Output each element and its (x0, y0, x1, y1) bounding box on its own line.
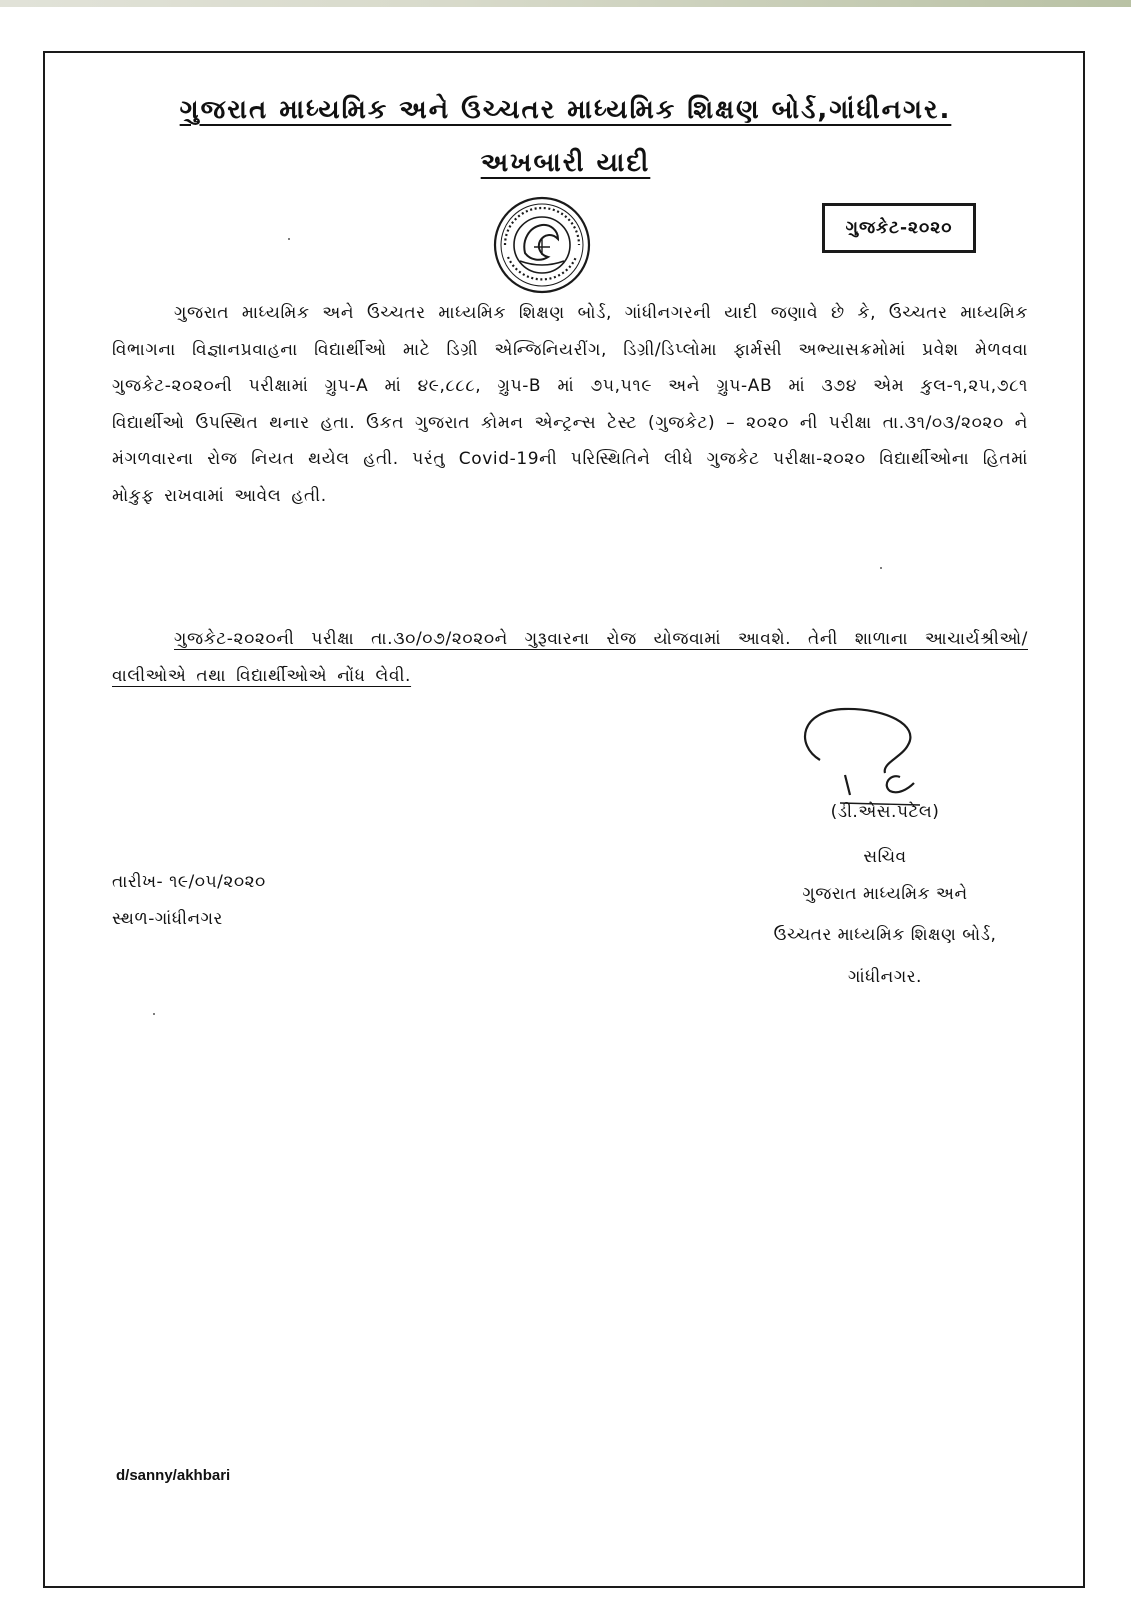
scan-speck (288, 238, 290, 240)
body-paragraph-2: ગુજકેટ-૨૦૨૦ની પરીક્ષા તા.૩૦/૦૭/૨૦૨૦ને ગુરૂવારના રોજ યોજવામાં આવશે. તેની શાળાના આચાર્યશ્રીઓ/વાલીઓએ તથા વિદ્યાર્થીઓએ નોંધ લેવી. (112, 629, 1028, 686)
signatory-org-line-2: ઉચ્ચતર માધ્યમિક શિક્ષણ બોર્ડ, (773, 925, 997, 945)
press-release-heading: અખબારી યાદી (480, 148, 651, 178)
handwritten-signature (790, 705, 940, 815)
scan-speck (153, 1013, 155, 1015)
board-title: ગુજરાત માધ્યમિક અને ઉચ્ચતર માધ્યમિક શિક્ષણ બોર્ડ,ગાંધીનગર. (179, 95, 952, 125)
signatory-city: ગાંધીનગર. (848, 967, 922, 987)
issue-place: સ્થળ-ગાંધીનગર (112, 909, 223, 929)
exam-reference-box: ગુજકેટ-૨૦૨૦ (822, 203, 976, 253)
scan-speck (880, 567, 882, 569)
file-reference: d/sanny/akhbari (116, 1467, 231, 1484)
signatory-org-line-1: ગુજરાત માધ્યમિક અને (802, 884, 968, 904)
signatory-name: (ડી.એસ.પટેલ) (830, 802, 940, 822)
issue-date: તારીખ- ૧૯/૦૫/૨૦૨૦ (112, 872, 266, 892)
board-seal-icon (492, 195, 592, 295)
scan-top-edge (0, 0, 1131, 7)
signatory-designation: સચિવ (863, 847, 907, 867)
body-paragraph-1: ગુજરાત માધ્યમિક અને ઉચ્ચતર માધ્યમિક શિક્ષણ બોર્ડ, ગાંધીનગરની યાદી જણાવે છે કે, ઉચ્ચતર માધ્યમિક વિભાગના વિજ્ઞાનપ્રવાહના વિદ્યાર્થીઓ માટે ડિગ્રી એન્જિનિયરીંગ, ડિગ્રી/ડિપ્લોમા ફાર્મસી અભ્યાસક્રમોમાં પ્રવેશ મેળવવા ગુજકેટ-૨૦૨૦ની પરીક્ષામાં ગ્રુપ-A માં ૪૯,૮૮૮, ગ્રુપ-B માં ૭૫,૫૧૯ અને ગ્રુપ-AB માં ૩૭૪ એમ કુલ-૧,૨૫,૭૮૧ વિદ્યાર્થીઓ ઉપસ્થિત થનાર હતા. ઉકત ગુજરાત કોમન એન્ટ્રન્સ ટેસ્ટ (ગુજકેટ) – ૨૦૨૦ ની પરીક્ષા તા.૩૧/૦૩/૨૦૨૦ ને મંગળવારના રોજ નિયત થયેલ હતી. પરંતુ Covid-19ની પરિસ્થિતિને લીધે ગુજકેટ પરીક્ષા-૨૦૨૦ વિદ્યાર્થીઓના હિતમાં મોકુફ રાખવામાં આવેલ હતી. (112, 303, 1028, 506)
